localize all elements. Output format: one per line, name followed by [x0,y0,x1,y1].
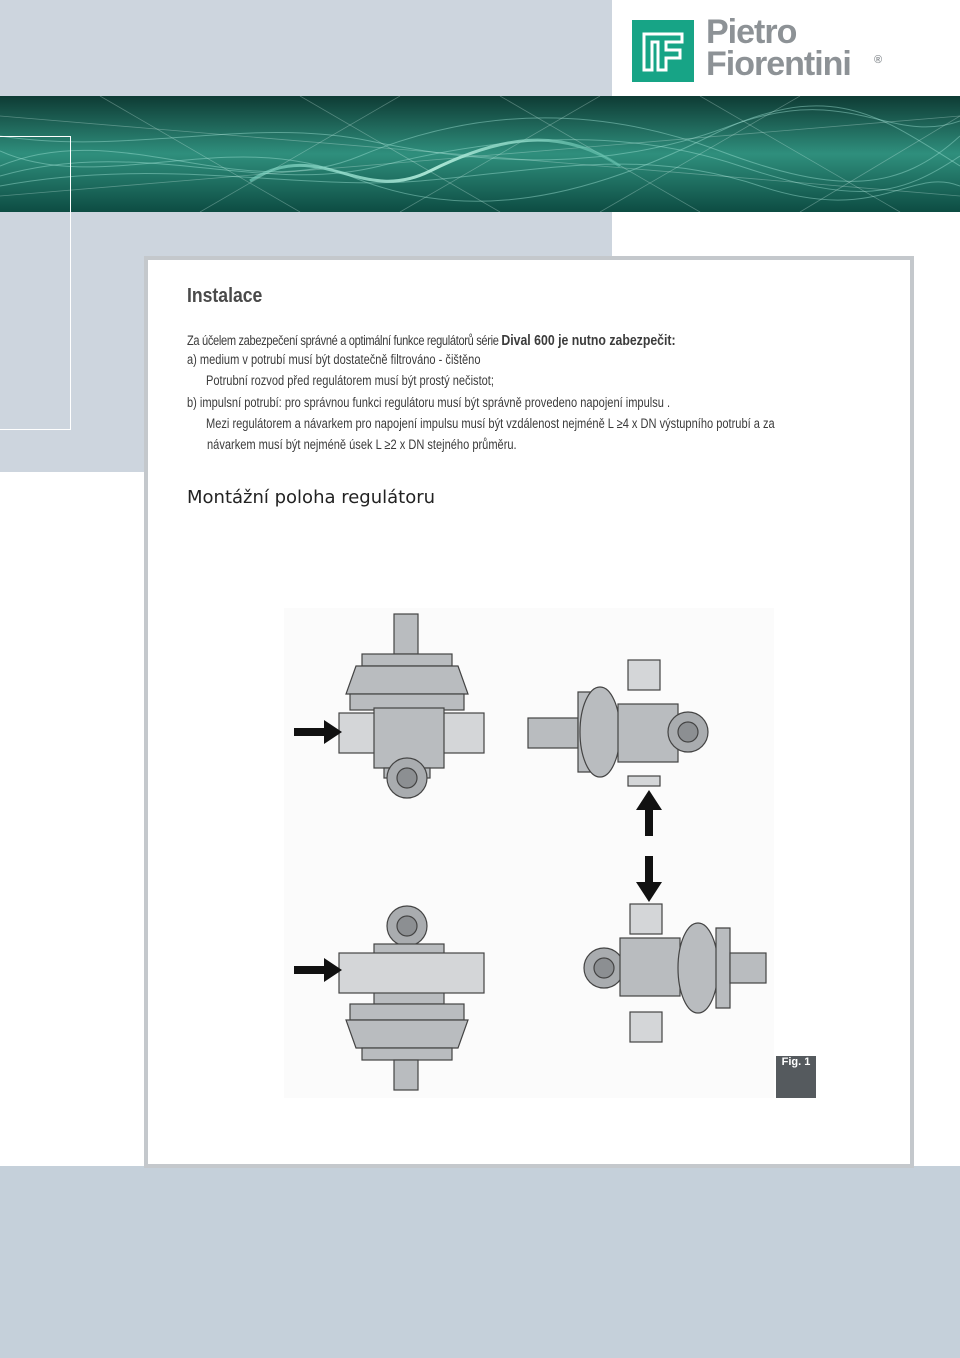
intro-lead-strong: Dival 600 je nutno zabezpečit: [501,332,676,349]
frame-outline [0,136,71,430]
registered-mark: ® [874,54,883,66]
section-title: Instalace [187,285,263,307]
installation-positions-figure [284,608,774,1098]
item-b-line1: b) impulsní potrubí: pro správnou funkci regulátoru musí být správně provedeno napojení impulsu . [187,395,671,410]
intro-paragraph [187,332,676,349]
header-background [0,0,612,96]
item-b-line2: Mezi regulátorem a návarkem pro napojení impulsu musí být vzdálenost nejméně L ≥4 x DN výstupního potrubí a za [206,416,775,431]
brand-name [706,13,851,83]
pf-logo-icon [632,20,694,82]
brand-name-line1: Pietro [706,13,797,51]
footer-background [0,1166,960,1358]
divider [612,212,618,260]
wave-banner [0,96,960,212]
item-a-line1: a) medium v potrubí musí být dostatečně filtrováno - čištěno [187,352,481,367]
subsection-title: Montážní poloha regulátoru [187,487,436,508]
brand-name-line2: Fiorentini [706,45,851,83]
item-a-line2: Potrubní rozvod před regulátorem musí být prostý nečistot; [206,373,494,388]
brand-logo [632,13,892,84]
intro-lead: Za účelem zabezpečení správné a optimální funkce regulátorů série [187,333,502,348]
item-b-line3: návarkem musí být nejméně úsek L ≥2 x DN stejného průměru. [207,437,517,452]
figure-label: Fig. 1 [776,1056,816,1098]
